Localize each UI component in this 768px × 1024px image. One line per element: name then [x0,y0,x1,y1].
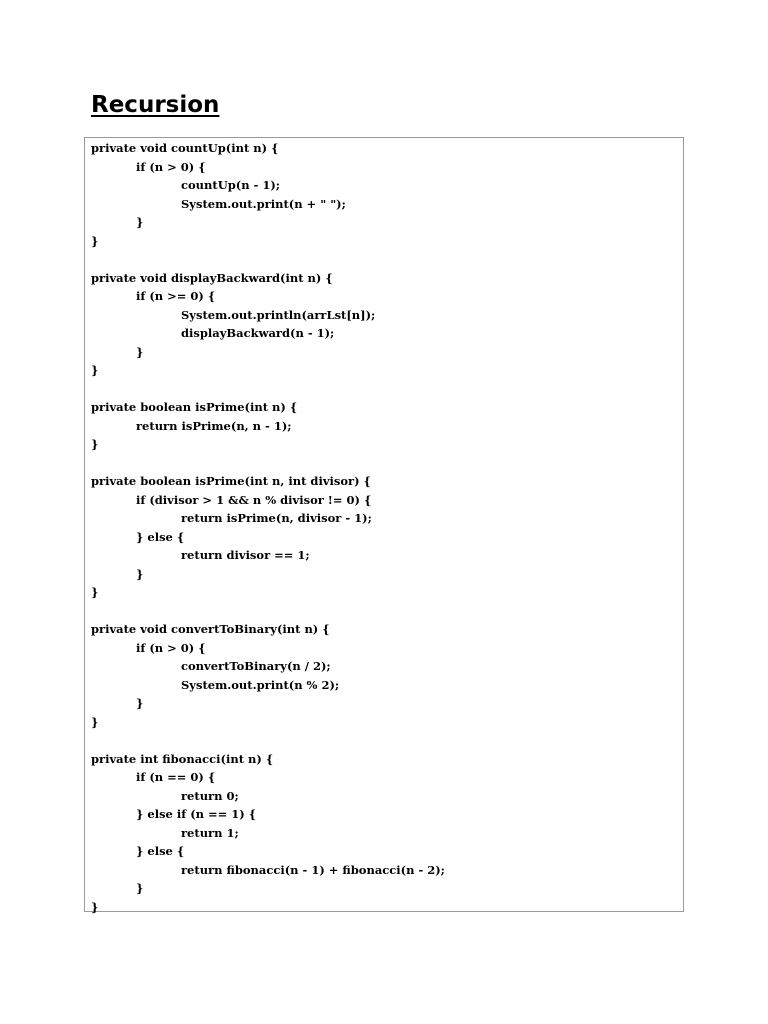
code-listing [91,138,683,916]
code-line: return isPrime(n, n - 1); [136,418,292,433]
code-line [91,731,683,750]
code-line: private void displayBackward(int n) { [91,270,333,285]
code-line: } [91,714,99,729]
code-line: } [136,215,144,229]
code-line: } [136,566,144,581]
code-line: private boolean isPrime(int n) { [91,400,298,414]
code-line: } [91,899,99,914]
code-line: } [91,363,99,377]
code-line: System.out.print(n + " "); [181,196,346,211]
code-line: private int fibonacci(int n) { [91,751,274,766]
code-line: private void countUp(int n) { [91,141,279,155]
code-line: displayBackward(n - 1); [181,326,335,340]
code-line: } else if (n == 1) { [136,807,257,821]
code-line: if (divisor > 1 && n % divisor != 0) { [136,492,372,507]
code-line [91,380,683,399]
code-line: } else { [136,529,185,544]
code-line: if (n > 0) { [136,640,206,655]
code-line: if (n >= 0) { [136,289,216,303]
code-line: } [91,585,99,599]
page-title: Recursion [91,92,220,118]
code-line: return 0; [181,788,239,803]
code-line: } [91,437,99,451]
code-block [84,137,684,912]
code-line: } [136,344,144,359]
code-line: } [91,233,99,248]
code-line: return fibonacci(n - 1) + fibonacci(n - 2); [181,862,445,877]
code-line: } else { [136,844,185,858]
code-line: return divisor == 1; [181,548,310,562]
code-line: return isPrime(n, divisor - 1); [181,511,372,525]
code-line: if (n > 0) { [136,159,206,174]
code-line: System.out.println(arrLst[n]); [181,307,376,322]
code-line: } [136,881,144,895]
code-line: if (n == 0) { [136,770,216,784]
code-line: countUp(n - 1); [181,178,281,192]
code-line: private void convertToBinary(int n) { [91,622,330,636]
code-line: } [136,696,144,710]
code-line [91,454,683,473]
code-line: System.out.print(n % 2); [181,677,340,692]
code-line: return 1; [181,825,239,840]
code-line [91,602,683,621]
code-line [91,250,683,269]
code-line: private boolean isPrime(int n, int divisor) { [91,474,371,488]
code-line: convertToBinary(n / 2); [181,659,331,673]
